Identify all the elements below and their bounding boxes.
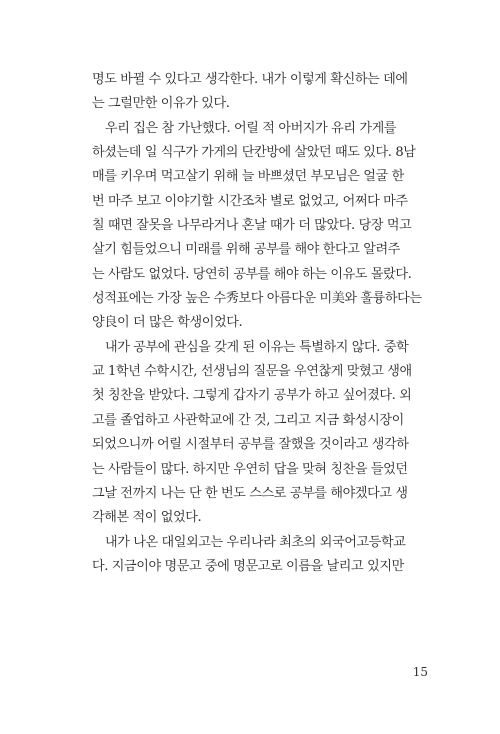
- text-line: 다. 지금이야 명문고 중에 명문고로 이름을 날리고 있지만: [92, 558, 404, 574]
- body-text: [92, 68, 433, 579]
- text-line: 양良이 더 많은 학생이었다.: [92, 315, 243, 331]
- text-line: 우리 집은 참 가난했다. 어릴 적 아버지가 유리 가게를: [105, 120, 397, 136]
- text-line: 첫 칭찬을 받았다. 그렇게 갑자기 공부가 하고 싶어졌다. 외: [92, 388, 412, 404]
- text-line: 는 사람도 없었다. 당연히 공부를 해야 하는 이유도 몰랐다.: [92, 266, 412, 282]
- text-line: 는 사람들이 많다. 하지만 우연히 답을 맞혀 칭찬을 들었던: [92, 461, 408, 477]
- text-line: 성적표에는 가장 높은 수秀보다 아름다운 미美와 훌륭하다는: [92, 291, 422, 307]
- text-line: 칠 때면 잘못을 나무라거나 혼날 때가 더 많았다. 당장 먹고: [92, 218, 412, 234]
- text-line: 내가 나온 대일외고는 우리나라 최초의 외국어고등학교: [105, 534, 406, 550]
- text-line: 내가 공부에 관심을 갖게 된 이유는 특별하지 않다. 중학: [105, 339, 409, 355]
- text-line: 고를 졸업하고 사관학교에 간 것, 그리고 지금 화성시장이: [92, 412, 404, 428]
- text-line: 교 1학년 수학시간, 선생님의 질문을 우연찮게 맞혔고 생애: [92, 364, 412, 380]
- page-number: 15: [412, 665, 428, 679]
- text-line: 번 마주 보고 이야기할 시간조차 별로 없었고, 어쩌다 마주: [92, 193, 408, 209]
- text-line: 명도 바뀔 수 있다고 생각한다. 내가 이렇게 확신하는 데에: [92, 72, 408, 87]
- text-line: 매를 키우며 먹고살기 위해 늘 바쁘셨던 부모님은 얼굴 한: [92, 169, 404, 185]
- text-line: 하셨는데 일 식구가 가게의 단칸방에 살았던 때도 있다. 8남: [92, 145, 416, 161]
- text-line: 되었으니까 어릴 시절부터 공부를 잘했을 것이라고 생각하: [92, 437, 409, 453]
- text-line: 그날 전까지 나는 단 한 번도 스스로 공부를 해야겠다고 생: [92, 485, 408, 501]
- text-line: 각해본 적이 없었다.: [92, 510, 202, 526]
- text-line: 살기 힘들었으니 미래를 위해 공부를 해야 한다고 알려주: [92, 242, 401, 258]
- text-line: 는 그럴만한 이유가 있다.: [92, 96, 230, 112]
